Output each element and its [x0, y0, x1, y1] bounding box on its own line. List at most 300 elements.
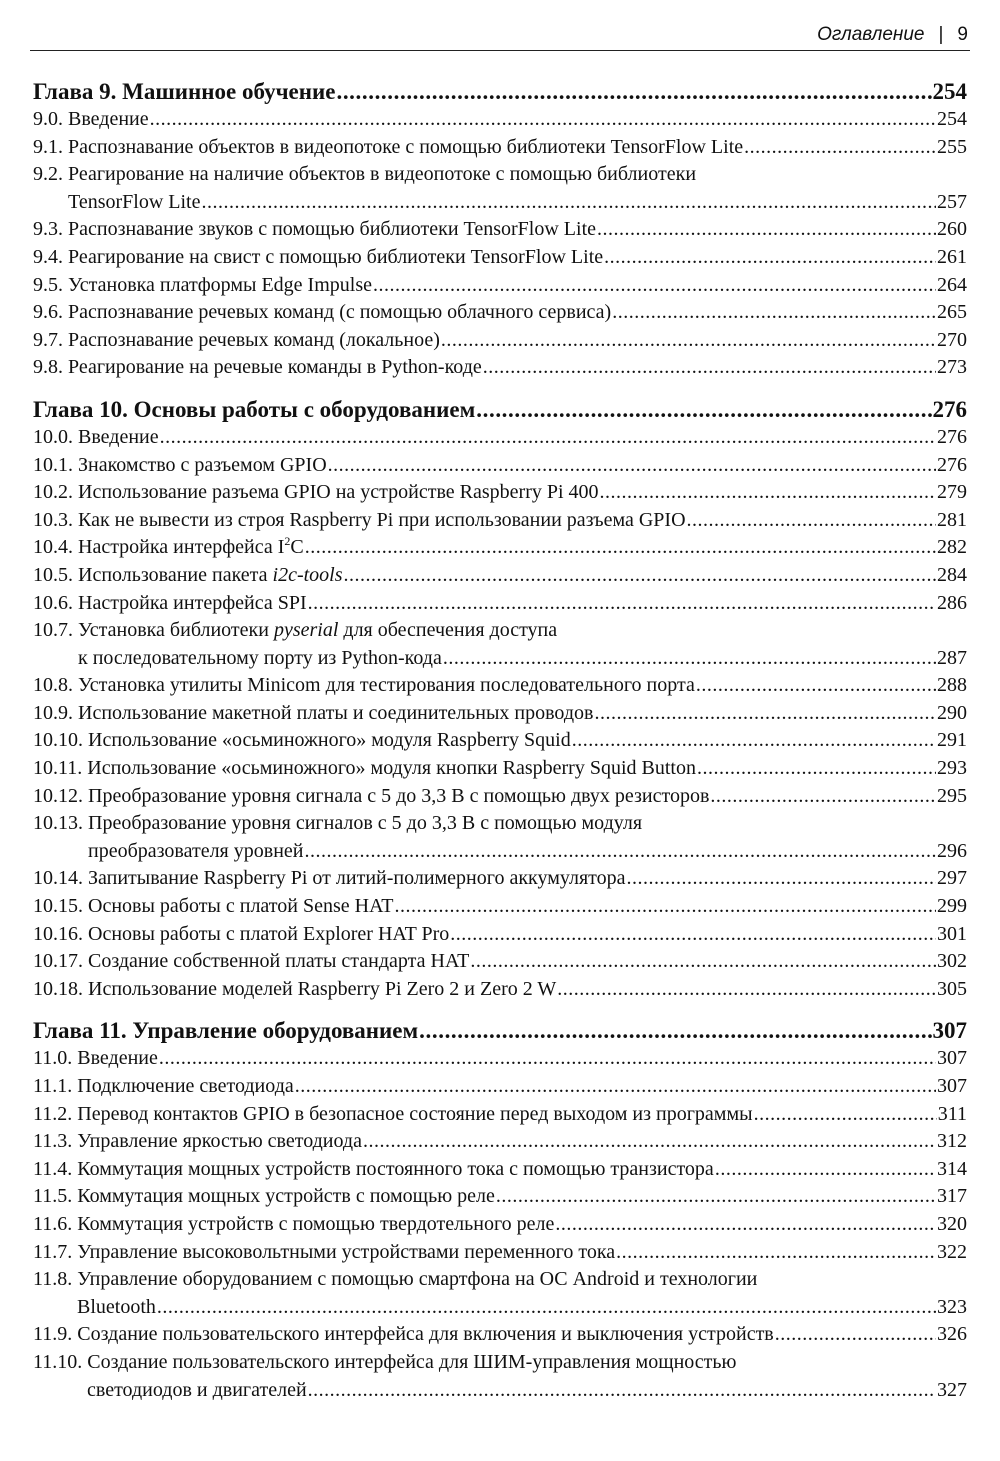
- toc-entry[interactable]: [33, 134, 967, 162]
- entry-text: [33, 921, 449, 949]
- toc-entry[interactable]: [33, 1128, 967, 1156]
- entry-text: [33, 865, 626, 893]
- entry-line: [33, 479, 967, 507]
- entry-title: Использование моделей Raspberry Pi Zero 2 и Zero 2 W: [88, 977, 557, 1000]
- entry-number: 11.10.: [33, 1350, 88, 1373]
- toc-entry[interactable]: [33, 244, 967, 272]
- toc-entry[interactable]: [33, 672, 967, 700]
- entry-second-line: [33, 1294, 967, 1322]
- toc-entry[interactable]: [33, 590, 967, 618]
- toc-entry[interactable]: [33, 921, 967, 949]
- entry-number: 10.6.: [33, 591, 78, 614]
- entry-line: [33, 755, 967, 783]
- leader-dots: [696, 672, 936, 700]
- entry-number: 11.9.: [33, 1323, 78, 1346]
- entry-number: 10.16.: [33, 922, 88, 945]
- toc-entry[interactable]: [33, 948, 967, 976]
- entry-text: [33, 1045, 158, 1073]
- entry-line: [33, 1183, 967, 1211]
- entry-number: 10.14.: [33, 867, 88, 890]
- entry-line: [33, 1321, 967, 1349]
- entry-title: Создание собственной платы стандарта HAT: [88, 950, 470, 973]
- entry-title: Настройка интерфейса I: [78, 536, 285, 559]
- entry-page: 295: [937, 784, 967, 807]
- entry-text: [33, 479, 599, 507]
- entry-title-cont: к последовательному порту из Python-кода: [78, 646, 442, 669]
- entry-title: Реагирование на наличие объектов в видеопотоке с помощью библиотеки: [68, 163, 697, 186]
- entry-line: [33, 1156, 967, 1184]
- entry-text: [33, 1156, 714, 1184]
- entry-page: 326: [937, 1323, 967, 1346]
- entry-title: Реагирование на речевые команды в Python-коде: [68, 356, 482, 379]
- entry-line: [33, 562, 967, 590]
- entry-first-line: [33, 617, 967, 645]
- entry-page: 276: [937, 453, 967, 476]
- entry-second-line: [33, 838, 967, 866]
- entry-page: 291: [937, 729, 967, 752]
- entry-page: 323: [937, 1295, 967, 1318]
- entry-title: Распознавание речевых команд (локальное): [68, 328, 440, 351]
- leader-dots: [336, 78, 931, 106]
- entry-first-line: [33, 161, 967, 189]
- toc-entry[interactable]: [33, 1349, 967, 1404]
- entry-number: 11.1.: [33, 1075, 78, 1097]
- entry-line: [33, 1239, 967, 1267]
- entry-page: 260: [937, 218, 967, 241]
- entry-text: [33, 272, 372, 300]
- entry-number: 9.3.: [33, 218, 68, 241]
- entry-title: Перевод контактов GPIO в безопасное состояние перед выходом из программы: [77, 1102, 753, 1125]
- entry-number: 9.4.: [33, 245, 68, 268]
- entry-second-line: [33, 645, 967, 673]
- entry-text: [33, 299, 611, 327]
- entry-page: 314: [937, 1157, 967, 1180]
- entry-text: [33, 672, 695, 700]
- entry-number: 10.17.: [33, 950, 88, 973]
- entry-text: [33, 106, 149, 134]
- entry-first-line: [33, 1266, 967, 1294]
- leader-dots: [441, 327, 936, 355]
- toc-entry[interactable]: [33, 299, 967, 327]
- toc-entry[interactable]: [33, 700, 967, 728]
- entry-line: [33, 976, 967, 1004]
- entry-line: [33, 272, 967, 300]
- leader-dots: [419, 1017, 931, 1045]
- toc-entry[interactable]: [33, 865, 967, 893]
- entry-title: Введение: [78, 425, 159, 448]
- entry-title: Реагирование на свист с помощью библиотеки TensorFlow Lite: [68, 245, 604, 268]
- entry-page: 311: [937, 1102, 967, 1125]
- entry-text: [33, 354, 482, 382]
- entry-title: Установка библиотеки: [78, 619, 274, 642]
- entry-text: [33, 534, 304, 562]
- entry-page: 320: [937, 1212, 967, 1235]
- entry-second-line: [33, 189, 967, 217]
- entry-number: 9.6.: [33, 301, 68, 324]
- entry-line: [33, 244, 967, 272]
- entry-text: [33, 134, 743, 162]
- toc-entry[interactable]: [33, 1045, 967, 1073]
- page-number: 9: [957, 24, 968, 45]
- entry-number: 10.5.: [33, 563, 78, 586]
- entry-line: [33, 1101, 967, 1129]
- chapter-line: [33, 78, 967, 106]
- entry-text: [33, 948, 469, 976]
- entry-page: 327: [937, 1378, 967, 1401]
- entry-title-cont: светодиодов и двигателей: [87, 1378, 307, 1401]
- entry-line: [33, 865, 967, 893]
- entry-text: [33, 452, 327, 480]
- entry-page: 297: [937, 867, 967, 890]
- entry-superscript: 2: [284, 534, 291, 549]
- chapter-line: [33, 1017, 967, 1045]
- entry-line: [33, 134, 967, 162]
- entry-title: Запитывание Raspberry Pi от литий-полимерного аккумулятора: [88, 867, 626, 890]
- entry-number: 10.10.: [33, 729, 88, 752]
- entry-number: 10.7.: [33, 619, 78, 642]
- leader-dots: [328, 452, 936, 480]
- entry-number: 10.18.: [33, 977, 88, 1000]
- entry-line: [33, 327, 967, 355]
- entry-number: 11.0.: [33, 1047, 78, 1070]
- toc-entry[interactable]: [33, 727, 967, 755]
- toc-entry[interactable]: [33, 354, 967, 382]
- toc-entry[interactable]: [33, 1266, 967, 1321]
- entry-line: [33, 948, 967, 976]
- entry-line: [33, 299, 967, 327]
- entry-page: 299: [937, 895, 967, 918]
- entry-title: Коммутация мощных устройств постоянного тока с помощью транзистора: [77, 1157, 714, 1180]
- entry-number: 9.2.: [33, 163, 68, 186]
- entry-page: 254: [937, 108, 967, 130]
- chapter-heading[interactable]: [33, 396, 967, 424]
- toc-entry[interactable]: [33, 327, 967, 355]
- leader-dots: [443, 645, 936, 673]
- toc-entry[interactable]: [33, 106, 967, 134]
- chapter-heading[interactable]: [33, 1017, 967, 1045]
- entry-number: 9.7.: [33, 328, 68, 351]
- leader-dots: [157, 1294, 936, 1322]
- entry-title: Использование разъема GPIO на устройстве Raspberry Pi 400: [78, 481, 599, 504]
- toc-entry[interactable]: [33, 1321, 967, 1349]
- entry-title: для обеспечения доступа: [338, 619, 558, 642]
- entry-text: [33, 216, 596, 244]
- chapter-title: Глава 11. Управление оборудованием: [33, 1018, 419, 1044]
- chapter-title: Глава 10. Основы работы с оборудованием: [33, 396, 476, 422]
- entry-text: [33, 507, 686, 535]
- entry-number: 10.11.: [33, 757, 88, 780]
- leader-dots: [744, 134, 936, 162]
- table-of-contents: [33, 78, 967, 1404]
- entry-title: Управление оборудованием с помощью смартфона на ОС Android и технологии: [77, 1268, 758, 1291]
- entry-page: 312: [937, 1130, 967, 1153]
- running-head-separator: |: [938, 24, 944, 45]
- entry-line: [33, 921, 967, 949]
- entry-page: 301: [937, 922, 967, 945]
- leader-dots: [604, 244, 936, 272]
- entry-title: Введение: [68, 108, 149, 130]
- entry-second-line: [33, 1377, 967, 1405]
- leader-dots: [483, 354, 936, 382]
- entry-number: 10.0.: [33, 425, 78, 448]
- leader-dots: [572, 727, 936, 755]
- entry-text: [33, 562, 343, 590]
- entry-page: 288: [937, 674, 967, 697]
- running-head-section: Оглавление: [817, 24, 925, 45]
- leader-dots: [160, 424, 936, 452]
- leader-dots: [754, 1101, 937, 1129]
- entry-text: [33, 893, 394, 921]
- entry-text: [33, 1101, 753, 1129]
- entry-title-cont: TensorFlow Lite: [68, 190, 201, 213]
- leader-dots: [557, 976, 936, 1004]
- entry-page: 264: [937, 273, 967, 296]
- toc-entry[interactable]: [33, 479, 967, 507]
- leader-dots: [295, 1073, 936, 1101]
- entry-line: [33, 783, 967, 811]
- entry-page: 286: [937, 591, 967, 614]
- entry-line: [33, 106, 967, 134]
- toc-entry[interactable]: [33, 216, 967, 244]
- entry-title: Как не вывести из строя Raspberry Pi при использовании разъема GPIO: [78, 508, 686, 531]
- toc-entry[interactable]: [33, 272, 967, 300]
- leader-dots: [687, 507, 936, 535]
- entry-text: [33, 1073, 294, 1101]
- entry-title: Создание пользовательского интерфейса для включения и выключения устройств: [77, 1323, 774, 1346]
- entry-text: [33, 327, 440, 355]
- entry-line: [33, 727, 967, 755]
- leader-dots: [373, 272, 936, 300]
- entry-page: 317: [937, 1185, 967, 1208]
- toc-entry[interactable]: [33, 507, 967, 535]
- leader-dots: [201, 189, 936, 217]
- entry-number: 11.8.: [33, 1268, 78, 1291]
- entry-line: [33, 672, 967, 700]
- leader-dots: [308, 590, 936, 618]
- entry-title: Основы работы с платой Sense HAT: [88, 895, 394, 918]
- entry-page: 305: [937, 977, 967, 1000]
- entry-first-line: [33, 810, 967, 838]
- entry-text: [33, 1128, 362, 1156]
- entry-number: 11.7.: [33, 1240, 78, 1263]
- entry-title: Основы работы с платой Explorer HAT Pro: [88, 922, 450, 945]
- entry-title: Коммутация мощных устройств с помощью реле: [77, 1185, 495, 1208]
- entry-title-cont: преобразователя уровней: [88, 839, 304, 862]
- entry-title: Управление яркостью светодиода: [77, 1130, 362, 1153]
- toc-entry[interactable]: [33, 1156, 967, 1184]
- entry-page: 282: [937, 536, 967, 559]
- entry-page: 265: [937, 301, 967, 324]
- entry-page: 257: [937, 190, 967, 213]
- entry-title: Установка утилиты Minicom для тестирования последовательного порта: [78, 674, 695, 697]
- toc-entry[interactable]: [33, 1073, 967, 1101]
- entry-title: Распознавание объектов в видеопотоке с помощью библиотеки TensorFlow Lite: [68, 135, 744, 158]
- entry-number: 10.1.: [33, 453, 78, 476]
- entry-text: [33, 1211, 554, 1239]
- toc-entry[interactable]: [33, 424, 967, 452]
- leader-dots: [710, 783, 936, 811]
- entry-page: 284: [937, 563, 967, 586]
- entry-line: [33, 1045, 967, 1073]
- entry-title: Управление высоковольтными устройствами переменного тока: [77, 1240, 616, 1263]
- entry-line: [33, 424, 967, 452]
- toc-entry[interactable]: [33, 1183, 967, 1211]
- entry-number: 11.5.: [33, 1185, 78, 1208]
- entry-title: Создание пользовательского интерфейса для ШИМ-управления мощностью: [87, 1350, 737, 1373]
- toc-entry[interactable]: [33, 755, 967, 783]
- leader-dots: [363, 1128, 936, 1156]
- leader-dots: [344, 562, 936, 590]
- chapter-page: 307: [932, 1018, 967, 1044]
- toc-entry[interactable]: [33, 534, 967, 562]
- leader-dots: [627, 865, 936, 893]
- toc-entry[interactable]: [33, 810, 967, 865]
- entry-title: Настройка интерфейса SPI: [78, 591, 307, 614]
- leader-dots: [600, 479, 936, 507]
- entry-line: [33, 893, 967, 921]
- leader-dots: [308, 1377, 936, 1405]
- entry-title: Знакомство с разъемом GPIO: [78, 453, 327, 476]
- entry-text: [33, 727, 571, 755]
- entry-page: 307: [937, 1047, 967, 1070]
- entry-number: 10.3.: [33, 508, 78, 531]
- leader-dots: [305, 534, 936, 562]
- entry-title: Распознавание речевых команд (с помощью облачного сервиса): [68, 301, 612, 324]
- entry-page: 270: [937, 328, 967, 351]
- entry-line: [33, 452, 967, 480]
- toc-entry[interactable]: [33, 161, 967, 216]
- entry-title: Преобразование уровня сигнала с 5 до 3,3 В с помощью двух резисторов: [88, 784, 710, 807]
- entry-line: [33, 590, 967, 618]
- toc-entry[interactable]: [33, 617, 967, 672]
- entry-title: C: [290, 536, 304, 559]
- entry-page: 287: [937, 646, 967, 669]
- entry-text: [33, 700, 593, 728]
- entry-text: [33, 1321, 774, 1349]
- entry-number: 9.1.: [33, 135, 68, 158]
- entry-page: 296: [937, 839, 967, 862]
- toc-entry[interactable]: [33, 562, 967, 590]
- chapter-page: 276: [932, 396, 967, 422]
- entry-title: Использование «осьминожного» модуля Raspberry Squid: [88, 729, 571, 752]
- entry-line: [33, 700, 967, 728]
- leader-dots: [476, 396, 931, 424]
- entry-number: 10.4.: [33, 536, 78, 559]
- leader-dots: [150, 106, 936, 134]
- leader-dots: [450, 921, 936, 949]
- leader-dots: [775, 1321, 936, 1349]
- entry-text: [33, 590, 307, 618]
- entry-page: 302: [937, 950, 967, 973]
- toc-entry[interactable]: [33, 783, 967, 811]
- entry-title: Использование «осьминожного» модуля кнопки Raspberry Squid Button: [87, 757, 696, 780]
- entry-first-line: [33, 1349, 967, 1377]
- chapter-line: [33, 396, 967, 424]
- entry-page: 307: [937, 1075, 967, 1097]
- leader-dots: [594, 700, 936, 728]
- entry-number: 9.5.: [33, 273, 68, 296]
- entry-text: [33, 976, 556, 1004]
- entry-page: 255: [937, 135, 967, 158]
- entry-number: 11.4.: [33, 1157, 78, 1180]
- entry-page: 279: [937, 481, 967, 504]
- entry-page: 276: [937, 425, 967, 448]
- entry-title: Введение: [77, 1047, 158, 1070]
- entry-title: Использование пакета: [78, 563, 273, 586]
- entry-number: 11.3.: [33, 1130, 78, 1153]
- entry-line: [33, 354, 967, 382]
- entry-page: 273: [937, 356, 967, 379]
- leader-dots: [597, 216, 936, 244]
- entry-number: 11.6.: [33, 1212, 78, 1235]
- entry-number: 10.2.: [33, 481, 78, 504]
- entry-page: 290: [937, 701, 967, 724]
- entry-title: Установка платформы Edge Impulse: [68, 273, 372, 296]
- entry-page: 293: [937, 757, 967, 780]
- entry-title-cont: Bluetooth: [77, 1295, 156, 1318]
- entry-number: 10.13.: [33, 812, 88, 835]
- leader-dots: [159, 1045, 936, 1073]
- leader-dots: [715, 1156, 936, 1184]
- entry-title-italic: pyserial: [273, 619, 339, 642]
- leader-dots: [616, 1239, 936, 1267]
- entry-number: 9.8.: [33, 356, 68, 379]
- entry-number: 11.2.: [33, 1102, 78, 1125]
- entry-number: 9.0.: [33, 108, 68, 130]
- entry-title-italic: i2c-tools: [272, 563, 343, 586]
- toc-entry[interactable]: [33, 893, 967, 921]
- leader-dots: [470, 948, 936, 976]
- toc-entry[interactable]: [33, 1101, 967, 1129]
- entry-page: 281: [937, 508, 967, 531]
- chapter-page: 254: [932, 79, 967, 104]
- running-head: [30, 24, 970, 51]
- leader-dots: [395, 893, 936, 921]
- entry-text: [33, 244, 603, 272]
- entry-text: [33, 755, 696, 783]
- entry-text: [33, 1183, 495, 1211]
- entry-text: [33, 1239, 615, 1267]
- entry-title: Преобразование уровня сигналов с 5 до 3,3 В с помощью модуля: [88, 812, 643, 835]
- entry-number: 10.9.: [33, 701, 78, 724]
- leader-dots: [496, 1183, 936, 1211]
- entry-number: 10.12.: [33, 784, 88, 807]
- entry-line: [33, 507, 967, 535]
- toc-entry[interactable]: [33, 976, 967, 1004]
- leader-dots: [304, 838, 936, 866]
- entry-line: [33, 1073, 967, 1101]
- entry-page: 261: [937, 245, 967, 268]
- entry-number: 10.8.: [33, 674, 78, 697]
- entry-line: [33, 216, 967, 244]
- leader-dots: [697, 755, 936, 783]
- entry-page: 322: [937, 1240, 967, 1263]
- leader-dots: [555, 1211, 936, 1239]
- chapter-title: Глава 9. Машинное обучение: [33, 79, 336, 104]
- toc-entry[interactable]: [33, 452, 967, 480]
- chapter-heading[interactable]: [33, 78, 967, 106]
- toc-entry[interactable]: [33, 1239, 967, 1267]
- entry-text: [33, 783, 709, 811]
- entry-number: 10.15.: [33, 895, 88, 918]
- leader-dots: [612, 299, 936, 327]
- entry-title: Использование макетной платы и соединительных проводов: [78, 701, 594, 724]
- entry-line: [33, 1128, 967, 1156]
- entry-title: Подключение светодиода: [77, 1075, 294, 1097]
- toc-entry[interactable]: [33, 1211, 967, 1239]
- entry-line: [33, 534, 967, 562]
- entry-text: [33, 424, 159, 452]
